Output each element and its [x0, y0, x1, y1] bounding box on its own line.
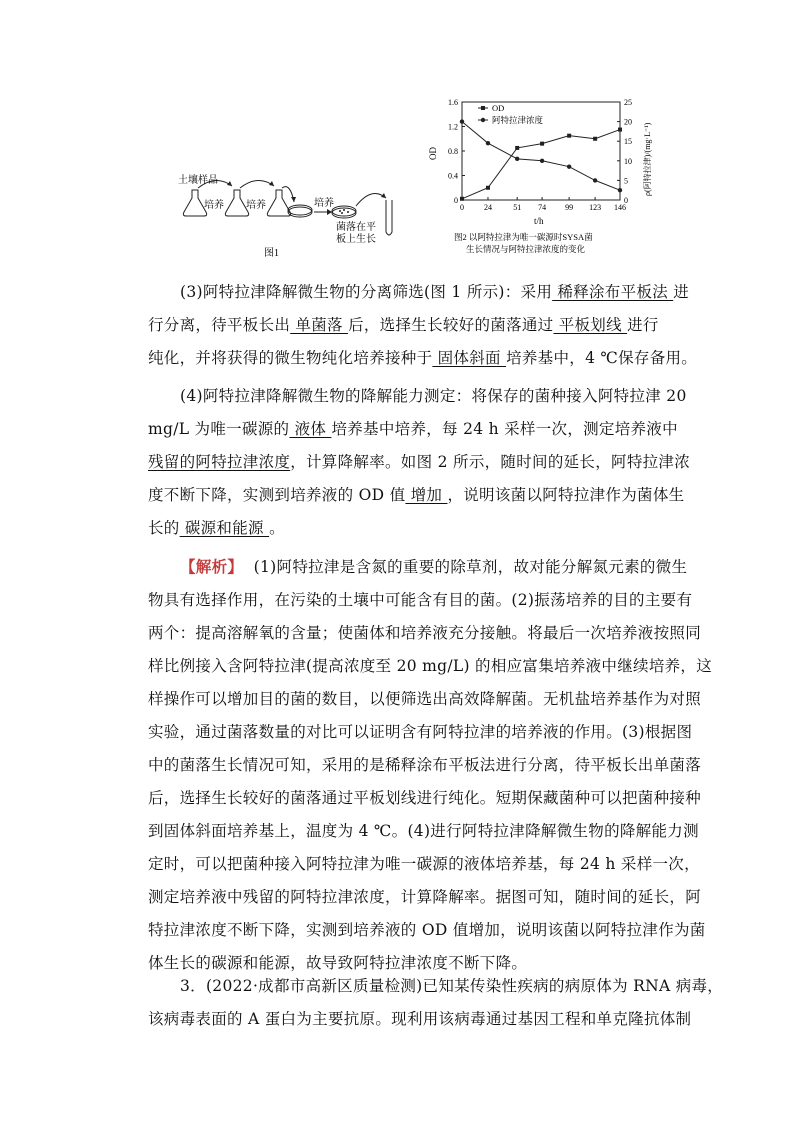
text: 长的 [148, 519, 180, 537]
answer-blank: 稀释涂布平板法 [552, 283, 674, 301]
paragraph-4 [148, 380, 691, 545]
od-point [460, 197, 464, 201]
analysis-line: 实验，通过菌落数量的对比可以证明含有阿特拉津的培养液的作用。(3)根据图 [148, 723, 693, 741]
answer-blank: 碳源和能源 [179, 519, 270, 537]
y-left-label: OD [428, 147, 438, 160]
analysis-line: 测定培养液中残留的阿特拉津浓度，计算降解率。据图可知，随时间的延长，阿 [148, 888, 702, 906]
analysis-line: 样操作可以增加目的菌的数目，以便筛选出高效降解菌。无机盐培养基作为对照 [148, 690, 702, 708]
y-left-tick-label: 0.4 [448, 171, 458, 181]
text: ，计算降解率。如图 2 所示，随时间的延长，阿特拉津浓 [290, 453, 691, 471]
y-left-tick-label: 0 [454, 196, 458, 205]
paragraph-3 [148, 276, 698, 375]
text: 后，选择生长较好的菌落通过 [348, 316, 554, 334]
y-right-tick-label: 20 [624, 117, 632, 127]
text: (4)阿特拉津降解微生物的降解能力测定：将保存的菌种接入阿特拉津 20 [180, 387, 687, 405]
analysis-line: 体生长的碳源和能源，故导致阿特拉津浓度不断下降。 [148, 954, 528, 972]
x-tick-label: 51 [513, 203, 522, 212]
legend-square-marker [481, 106, 485, 110]
text: 度不断下降，实测到培养液的 OD 值 [148, 486, 406, 504]
analysis-line: 中的菌落生长情况可知，采用的是稀释涂布平板法进行分离，待平板长出单菌落 [148, 756, 702, 774]
y-left-tick-label: 0.8 [448, 147, 458, 156]
answer-blank: 单菌落 [290, 316, 349, 334]
legend-concentration: 阿特拉津浓度 [492, 115, 544, 125]
x-tick-label: 74 [538, 203, 547, 212]
answer-blank: 残留的阿特拉津浓度 [148, 453, 291, 471]
analysis-line: 样比例接入含阿特拉津(提高浓度至 20 mg/L) 的相应富集培养液中继续培养，这 [148, 657, 713, 675]
od-point [486, 186, 490, 190]
label-colony: 菌落在平 [336, 222, 376, 233]
analysis-line: (1)阿特拉津是含氮的重要的除草剂，故对能分解氮元素的微生 [253, 558, 688, 576]
y-right-tick-label: 10 [624, 156, 632, 166]
x-tick-label: 146 [614, 203, 626, 212]
text: 培养基中培养，每 24 h 采样一次，测定培养液中 [331, 420, 678, 438]
text: mg/L 为唯一碳源的 [148, 420, 290, 438]
concentration-point [540, 159, 544, 163]
label-culture: 培养 [204, 200, 224, 211]
figure-2-caption-2: 生长情况与阿特拉津浓度的变化 [466, 244, 586, 254]
text: 进 [673, 283, 690, 301]
y-left-tick-label: 1.6 [448, 98, 458, 107]
od-point [618, 128, 622, 132]
x-tick-label: 123 [589, 203, 602, 212]
concentration-point [567, 164, 571, 168]
od-point [593, 137, 597, 141]
answer-blank: 平板划线 [553, 316, 628, 334]
analysis-section [148, 550, 713, 980]
answer-blank: 增加 [405, 486, 448, 504]
y-right-label: ρ(阿特拉津)/(mg·L⁻¹) [643, 122, 652, 196]
y-right-tick-label: 5 [624, 176, 628, 186]
figure-2-caption-1: 图2 以阿特拉津为唯一碳源时SYSA菌 [454, 232, 593, 242]
label-culture: 培养 [314, 198, 334, 209]
figure-2-chart [424, 96, 654, 258]
question-3 [148, 970, 724, 1036]
analysis-line: 物具有选择作用，在污染的土壤中可能含有目的菌。(2)振荡培养的目的主要有 [148, 591, 693, 609]
od-point [540, 142, 544, 146]
y-left-tick-label: 1.2 [448, 122, 458, 132]
analysis-line: 两个：提高溶解氧的含量；使菌体和培养液充分接触。将最后一次培养液按照同 [148, 624, 702, 642]
text: 行分离，待平板长出 [148, 316, 291, 334]
concentration-point [618, 188, 622, 192]
y-right-tick-label: 25 [624, 98, 632, 107]
text: 。 [269, 519, 285, 537]
x-label: t/h [534, 216, 544, 226]
analysis-line: 后，选择生长较好的菌落通过平板划线进行纯化。短期保藏菌种可以把菌种接种 [148, 789, 702, 807]
analysis-line: 特拉津浓度不断下降，实测到培养液的 OD 值增加，说明该菌以阿特拉津作为菌 [148, 921, 706, 939]
flask-icon [267, 190, 290, 216]
analysis-line: 到固体斜面培养基上，温度为 4 ℃。(4)进行阿特拉津降解微生物的降解能力测 [148, 822, 699, 840]
concentration-point [460, 119, 464, 123]
figure-1-diagram [172, 168, 412, 260]
y-right-tick-label: 0 [624, 196, 628, 205]
concentration-point [515, 157, 519, 161]
text: ，说明该菌以阿特拉津作为菌体生 [447, 486, 685, 504]
text: 纯化，并将获得的微生物纯化培养接种于 [148, 349, 433, 367]
analysis-line: 定时，可以把菌种接入阿特拉津为唯一碳源的液体培养基，每 24 h 采样一次， [148, 855, 700, 873]
y-right-tick-label: 15 [624, 137, 632, 147]
label-culture: 培养 [246, 200, 266, 211]
od-point [567, 134, 571, 138]
od-point [515, 146, 519, 150]
label-soil: 土壤样品 [178, 175, 218, 186]
question-line: 该病毒表面的 A 蛋白为主要抗原。现利用该病毒通过基因工程和单克隆抗体制 [148, 1010, 692, 1028]
analysis-tag: 【解析】 [180, 557, 244, 576]
answer-blank: 液体 [289, 420, 332, 438]
question-line: 3．(2022·成都市高新区质量检测)已知某传染性疾病的病原体为 RNA 病毒， [180, 977, 724, 995]
figure-1-caption: 图1 [264, 248, 279, 259]
concentration-point [486, 141, 490, 145]
x-tick-label: 99 [565, 203, 574, 212]
x-tick-label: 24 [483, 203, 492, 212]
legend-circle-marker [481, 118, 485, 122]
text: 培养基中，4 ℃保存备用。 [506, 349, 698, 367]
concentration-point [593, 178, 597, 182]
x-tick-label: 0 [460, 203, 464, 212]
legend-od: OD [492, 103, 505, 113]
text: (3)阿特拉津降解微生物的分离筛选(图 1 所示)：采用 [180, 283, 553, 301]
text: 进行 [627, 316, 659, 334]
label-colony: 板上生长 [336, 234, 376, 245]
answer-blank: 固体斜面 [432, 349, 507, 367]
